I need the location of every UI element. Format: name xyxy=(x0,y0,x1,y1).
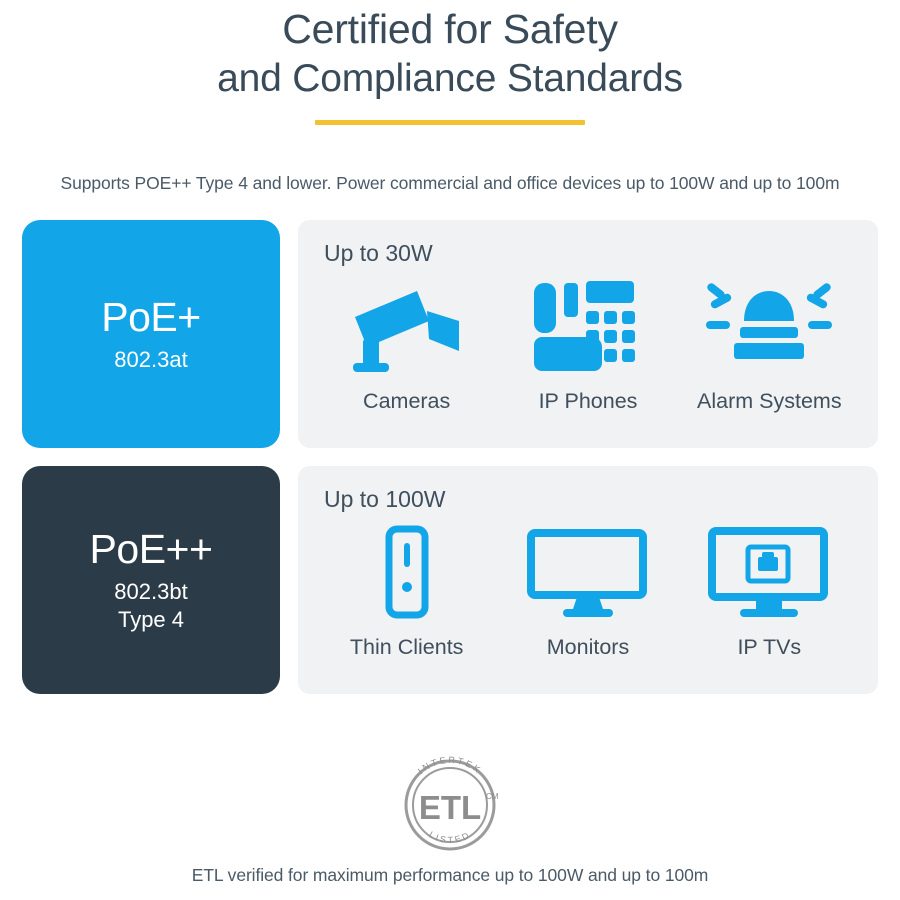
poe-plus-badge-standard: 802.3at xyxy=(114,347,188,372)
etl-listed-mark-icon xyxy=(390,749,510,855)
device-label-thin-clients: Thin Clients xyxy=(349,635,464,659)
etl-top-arc-text: INTERTEK xyxy=(415,754,484,776)
device-item-ip-phones xyxy=(497,271,678,414)
footer-note: ETL verified for maximum performance up to 100W and up to 100m xyxy=(191,865,709,885)
poe-tier-row-2 xyxy=(22,466,878,694)
etl-bottom-arc-text: LISTED xyxy=(427,829,473,846)
poe-plusplus-devices-panel xyxy=(298,466,878,694)
etl-badge xyxy=(0,749,900,855)
etl-superscript-text: CM xyxy=(486,792,499,801)
poe-plusplus-power-label: Up to 100W xyxy=(324,486,446,512)
thin-client-icon xyxy=(347,517,467,629)
page-title-line-2: and Compliance Standards xyxy=(217,57,683,100)
poe-plusplus-badge xyxy=(22,466,280,694)
poe-plus-device-list xyxy=(316,271,860,414)
alarm-siren-icon xyxy=(704,271,834,383)
svg-text:INTERTEK xyxy=(416,755,484,776)
page-title-line-1: Certified for Safety xyxy=(282,6,618,52)
device-label-ip-tvs: IP TVs xyxy=(737,635,802,659)
device-label-alarm-systems: Alarm Systems xyxy=(697,389,842,413)
poe-plus-power-label: Up to 30W xyxy=(324,240,433,266)
poe-plus-devices-panel xyxy=(298,220,878,448)
svg-text:LISTED xyxy=(427,829,472,845)
device-label-cameras: Cameras xyxy=(363,389,451,413)
poe-plusplus-badge-title: PoE++ xyxy=(89,526,213,572)
camera-icon xyxy=(347,271,467,383)
page-footer xyxy=(0,749,900,886)
page-header xyxy=(0,0,900,125)
monitor-icon xyxy=(523,517,653,629)
poe-plusplus-badge-type: Type 4 xyxy=(117,607,185,632)
device-label-monitors: Monitors xyxy=(546,635,630,659)
etl-center-text: ETL xyxy=(418,789,482,826)
poe-plusplus-badge-standard: 802.3bt xyxy=(114,579,188,604)
poe-tier-row-1 xyxy=(22,220,878,448)
device-item-thin-clients xyxy=(316,517,497,660)
ip-phone-icon xyxy=(528,271,648,383)
title-accent-rule xyxy=(315,120,585,125)
poe-plus-badge xyxy=(22,220,280,448)
device-label-ip-phones: IP Phones xyxy=(538,389,638,413)
poe-plusplus-device-list xyxy=(316,517,860,660)
poe-plus-badge-title: PoE+ xyxy=(101,294,201,340)
ip-tv-icon xyxy=(704,517,834,629)
device-item-monitors xyxy=(497,517,678,660)
device-item-ip-tvs xyxy=(679,517,860,660)
subtitle-text: Supports POE++ Type 4 and lower. Power commercial and office devices up to 100W and up to 100m xyxy=(60,173,840,193)
device-item-alarm-systems xyxy=(679,271,860,414)
device-item-cameras xyxy=(316,271,497,414)
poe-tier-rows xyxy=(0,220,900,694)
